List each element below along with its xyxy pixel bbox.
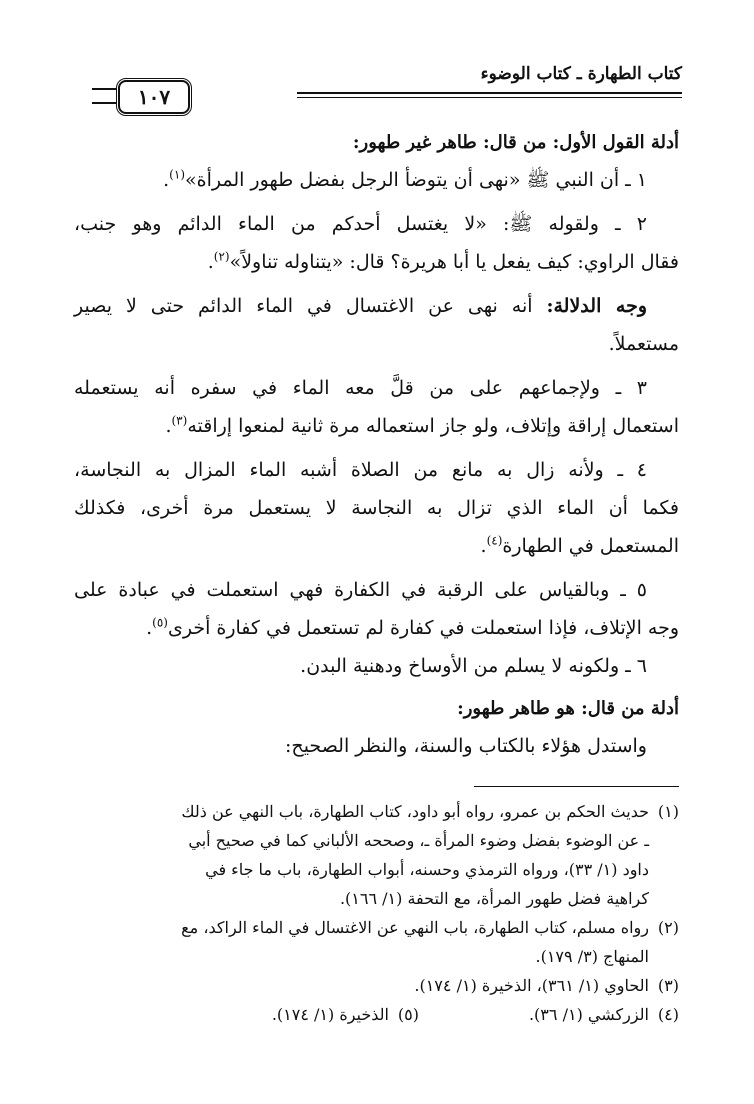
footnote-number: (٥) [397, 1005, 419, 1024]
footnote [159, 1000, 419, 1029]
footnote-line: الزركشي (١/ ٣٦). [528, 1005, 649, 1024]
text: استعمال إراقة وإتلاف، ولو جاز استعماله مرة ثانية لمنعوا إراقته [187, 415, 679, 437]
paragraph: ١ ـ أن النبي ﷺ «نهى أن يتوضأ الرجل بفضل طهور المرأة»$^{(١)}$. [163, 167, 647, 191]
footnote [74, 797, 679, 913]
footnotes [74, 797, 679, 1029]
header-rule-thin [297, 97, 682, 98]
footnote-ref: (٤) [486, 533, 503, 548]
footnote-line: الحاوي (١/ ٣٦١)، الذخيرة (١/ ١٧٤). [414, 976, 649, 995]
paragraph: ٣ ـ ولإجماعهم على من قلَّ معه الماء في سفره أنه يستعمله [74, 377, 647, 399]
footnote-line: الذخيرة (١/ ١٧٤). [271, 1005, 389, 1024]
footnote [419, 1000, 679, 1029]
paragraph-cont: استعمال إراقة وإتلاف، ولو جاز استعماله مرة ثانية لمنعوا إراقته$^{(٣)}$. [165, 413, 679, 437]
footnote-number: (٢) [657, 918, 679, 937]
paragraph-cont: المستعمل في الطهارة$^{(٤)}$. [480, 533, 679, 557]
paragraph [74, 287, 679, 325]
footnote-line: حديث الحكم بن عمرو، رواه أبو داود، كتاب الطهارة، باب النهي عن ذلك [181, 802, 649, 821]
paragraph: واستدل هؤلاء بالكتاب والسنة، والنظر الصحيح: [285, 735, 647, 757]
footnote-line: داود (١/ ٣٣)، ورواه الترمذي وحسنه، أبواب الطهارة، باب ما جاء في [205, 860, 649, 879]
footnote-line: ـ عن الوضوء بفضل وضوء المرأة ـ، وصححه الألباني كما في صحيح أبي [188, 831, 649, 850]
text: المستعمل في الطهارة [502, 535, 679, 557]
page-number-ornament [92, 88, 116, 104]
text: ١ ـ أن النبي ﷺ «نهى أن يتوضأ الرجل بفضل طهور المرأة» [185, 169, 647, 191]
footnote [74, 971, 679, 1000]
paragraph-cont: مستعملاً. [608, 333, 679, 355]
running-title: كتاب الطهارة ـ كتاب الوضوء [480, 64, 682, 84]
paragraph: ٢ ـ ولقوله ﷺ: «لا يغتسل أحدكم من الماء الدائم وهو جنب، [74, 213, 647, 235]
footnote-line: كراهية فضل طهور المرأة، مع التحفة (١/ ١٦٦). [339, 889, 649, 908]
footnote-number: (٤) [657, 1005, 679, 1024]
page-number [118, 80, 190, 114]
footnote-number: (١) [657, 802, 679, 821]
label: وجه الدلالة: [546, 295, 647, 317]
paragraph-cont: وجه الإتلاف، فإذا استعملت في كفارة لم تستعمل في كفارة أخرى$^{(٥)}$. [146, 615, 679, 639]
page-header [92, 60, 682, 110]
paragraph-cont: فكما أن الماء الذي تزال به النجاسة لا يستعمل مرة أخرى، فكذلك [74, 497, 679, 519]
paragraph: ٤ ـ ولأنه زال به مانع من الصلاة أشبه الماء المزال به النجاسة، [74, 459, 647, 481]
paragraph-cont: فقال الراوي: كيف يفعل يا أبا هريرة؟ قال: «يتناوله تناولاً»$^{(٢)}$. [207, 249, 679, 273]
footnote-number: (٣) [657, 976, 679, 995]
paragraph: ٥ ـ وبالقياس على الرقبة في الكفارة فهي استعملت في عبادة على [74, 579, 647, 601]
footnote-ref: (٢) [213, 249, 230, 264]
section-heading: أدلة القول الأول: من قال: طاهر غير طهور: [352, 132, 679, 153]
text: فقال الراوي: كيف يفعل يا أبا هريرة؟ قال: «يتناوله تناولاً» [229, 251, 679, 273]
footnote-separator [474, 786, 679, 787]
footnote [74, 913, 679, 971]
section-heading: أدلة من قال: هو طاهر طهور: [457, 698, 679, 719]
footnote-ref: (١) [169, 167, 185, 182]
paragraph: ٦ ـ ولكونه لا يسلم من الأوساخ ودهنية البدن. [300, 655, 647, 677]
footnote-ref: (٥) [152, 615, 168, 630]
footnote-line: رواه مسلم، كتاب الطهارة، باب النهي عن الاغتسال في الماء الراكد، مع [181, 918, 649, 937]
header-rule [297, 92, 682, 94]
page-number-text: ١٠٧ [137, 85, 171, 109]
text: وجه الإتلاف، فإذا استعملت في كفارة لم تستعمل في كفارة أخرى [167, 617, 679, 639]
footnote-line: المنهاج (٣/ ١٧٩). [535, 947, 649, 966]
footnote-ref: (٣) [171, 413, 188, 428]
text: أنه نهى عن الاغتسال في الماء الدائم حتى لا يصير [74, 295, 547, 317]
footnote-pair [74, 1000, 679, 1029]
main-text [74, 125, 679, 765]
